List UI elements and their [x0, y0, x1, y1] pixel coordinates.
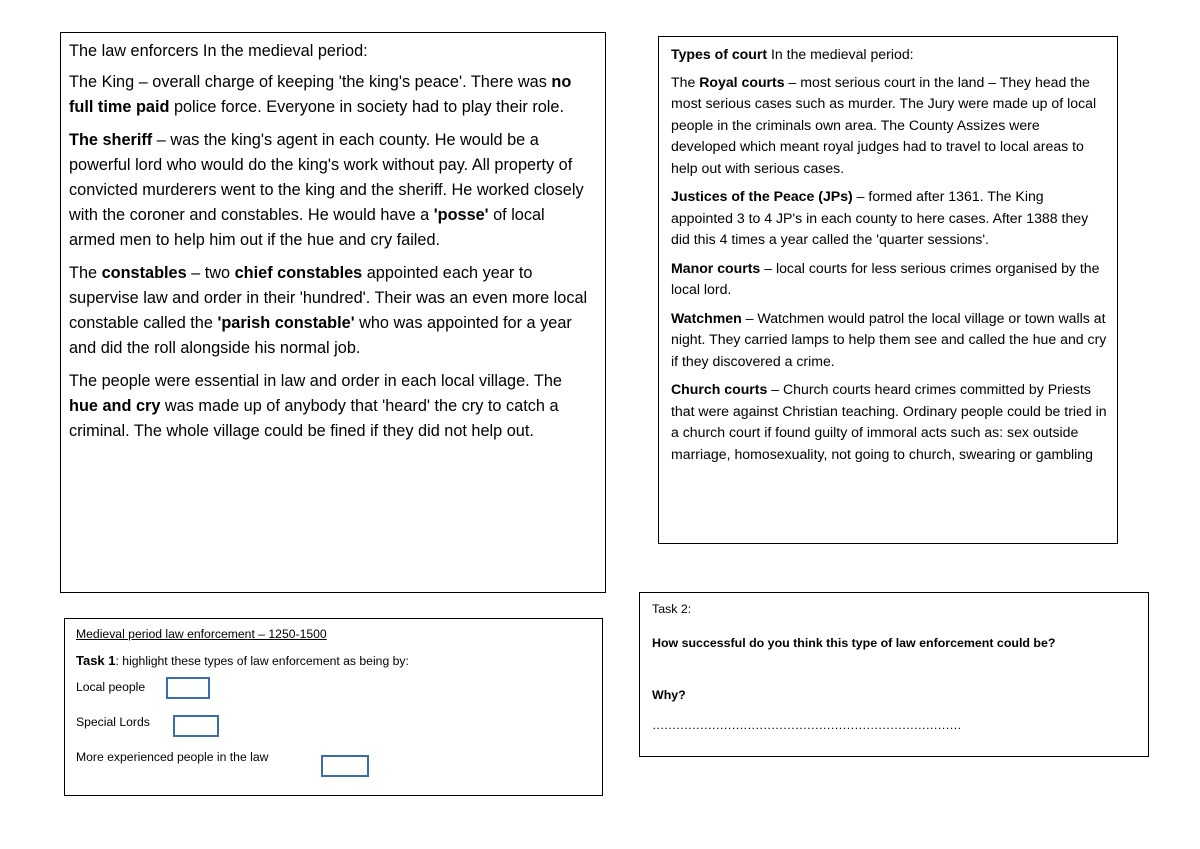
king-bold: no full time paid: [69, 73, 572, 116]
manor-text: – local courts for less serious crimes organised by the local lord.: [671, 259, 1100, 297]
task1-panel: [64, 618, 603, 796]
courts-heading-rest: In the medieval period:: [767, 46, 914, 62]
king-text: The King – overall charge of keeping 'the king's peace'. There was: [69, 73, 552, 91]
parish-constable-term: 'parish constable': [217, 314, 355, 332]
manor-courts-paragraph: [671, 258, 1107, 301]
royal-courts-paragraph: [671, 72, 1107, 180]
watchmen-term: Watchmen: [671, 309, 742, 326]
task2-label: Task 2:: [652, 602, 692, 616]
types-of-court-panel: [658, 36, 1118, 544]
option-local-people: [76, 674, 592, 700]
sheriff-paragraph: [69, 128, 595, 253]
constables-paragraph: [69, 261, 595, 361]
highlight-box[interactable]: [173, 715, 219, 737]
jps-paragraph: [671, 186, 1107, 251]
highlight-box[interactable]: [166, 677, 210, 699]
task1-instruction: [76, 652, 592, 670]
task1-instruction-text: : highlight these types of law enforcement as being by:: [115, 654, 409, 668]
option-label: Special Lords: [76, 715, 150, 729]
chief-constables-term: chief constables: [234, 264, 363, 282]
sheriff-term: The sheriff: [69, 131, 153, 149]
sheriff-text-end: of local armed men to help him out if the hue and cry failed.: [69, 206, 545, 249]
jps-term: Justices of the Peace (JPs): [671, 188, 853, 204]
jps-text: – formed after 1361. The King appointed 3 to 4 JP's in each county to here cases. After 1388 they did this 4 times a year called the 'quarter sessions'.: [671, 188, 1089, 247]
sheriff-text: – was the king's agent in each county. He would be a powerful lord who would do the king's work without pay. All property of convicted murderers went to the king and the sheriff. He worked closely with the coroner and constables. He would have a: [69, 131, 584, 224]
highlight-box[interactable]: [321, 755, 369, 777]
option-label: More experienced people in the law: [76, 750, 269, 764]
people-paragraph: [69, 369, 595, 444]
watchmen-paragraph: [671, 308, 1107, 373]
constables-text-end: who was appointed for a year and did the roll alongside his normal job.: [69, 314, 572, 357]
manor-courts-term: Manor courts: [671, 259, 761, 276]
hue-and-cry-term: hue and cry: [69, 397, 161, 415]
royal-text-end: – most serious court in the land – They head the most serious cases such as murder. The Jury were made up of local people in the criminals own area. The County Assizes were developed which meant royal judges had to travel to local areas to help out with serious cases.: [671, 73, 1097, 176]
king-paragraph: [69, 70, 595, 120]
watchmen-text: – Watchmen would patrol the local village or town walls at night. They carried lamps to help them see and called the hue and cry if they discovered a crime.: [671, 309, 1107, 369]
king-text-end: police force. Everyone in society had to play their role.: [169, 98, 564, 116]
option-label: Local people: [76, 680, 146, 694]
constables-text-3: appointed each year to supervise law and order in their 'hundred'. Their was an even more local constable called the: [69, 264, 588, 332]
option-experienced-people: [76, 744, 592, 770]
option-special-lords: [76, 709, 592, 735]
church-courts-term: Church courts: [671, 381, 768, 397]
enforcers-heading: The law enforcers In the medieval period:: [69, 42, 368, 60]
constables-term: constables: [101, 264, 187, 282]
task2-why: Why?: [652, 688, 686, 702]
royal-text: The: [671, 73, 700, 90]
church-text: – Church courts heard crimes committed by Priests that were against Christian teaching. Ordinary people could be tried in a church court if found guilty of immoral acts such as: sex outside marriage, homosexuality, not going to church, swearing or gambling: [671, 381, 1107, 462]
task1-label: Task 1: [76, 653, 116, 668]
people-text: The people were essential in law and order in each local village. The: [69, 372, 562, 390]
task2-panel: [639, 592, 1149, 757]
posse-term: 'posse': [433, 206, 489, 224]
law-enforcers-panel: [60, 32, 606, 593]
courts-heading: [671, 44, 1107, 66]
answer-line[interactable]: ……………………………………………………………………: [652, 718, 962, 732]
church-courts-paragraph: [671, 379, 1107, 465]
people-text-end: was made up of anybody that 'heard' the cry to catch a criminal. The whole village could be fined if they did not help out.: [69, 397, 559, 440]
constables-text: The: [69, 264, 102, 282]
courts-heading-bold: Types of court: [671, 46, 768, 62]
royal-courts-term: Royal courts: [699, 73, 785, 90]
task2-question: How successful do you think this type of law enforcement could be?: [652, 636, 1056, 650]
task1-title: Medieval period law enforcement – 1250-1500: [76, 627, 327, 641]
constables-text-2: – two: [186, 264, 235, 282]
